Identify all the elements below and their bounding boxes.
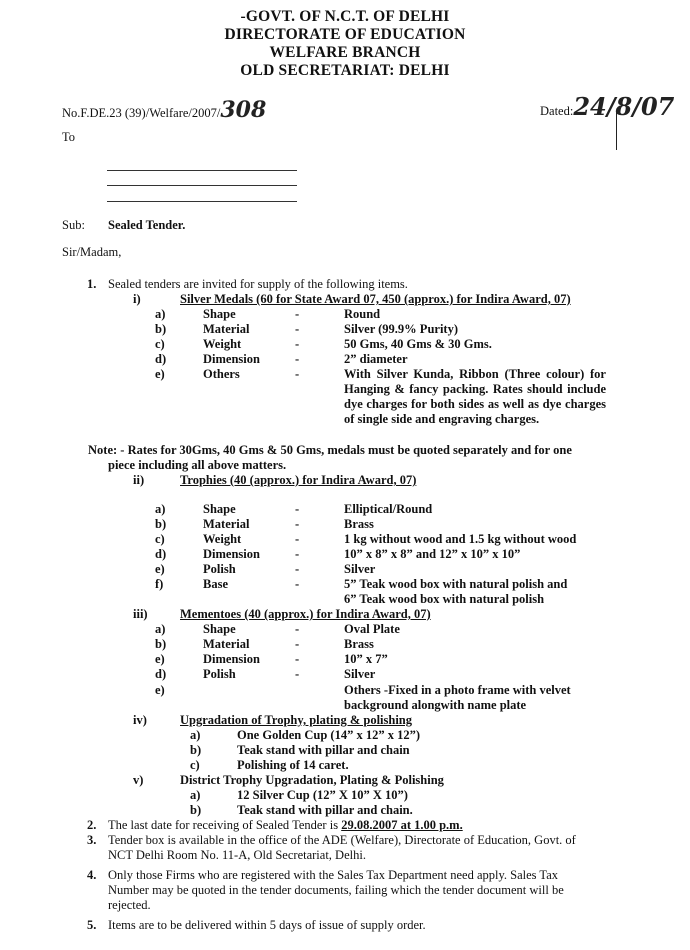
row-label: b) <box>155 322 167 336</box>
row-key: Others <box>203 367 240 381</box>
salutation: Sir/Madam, <box>62 245 122 259</box>
date-handwritten: 24/8/07 <box>573 92 675 121</box>
para-text: Sealed tenders are invited for supply of the following items. <box>108 277 408 291</box>
row-label: a) <box>190 788 201 802</box>
row-dash: - <box>295 367 300 381</box>
tender-deadline: 29.08.2007 at 1.00 p.m. <box>341 818 463 832</box>
note-line: piece including all above matters. <box>108 458 287 472</box>
row-label: a) <box>155 307 166 321</box>
header-line-branch: WELFARE BRANCH <box>269 44 421 61</box>
para-number: 2. <box>87 818 97 832</box>
header-line-directorate: DIRECTORATE OF EDUCATION <box>224 26 466 43</box>
row-value: Silver <box>344 667 376 681</box>
item-number: i) <box>133 292 141 306</box>
item-title-trophies: Trophies (40 (approx.) for Indira Award, 07) <box>180 473 417 487</box>
para-number: 4. <box>87 868 97 882</box>
subject-text: Sealed Tender. <box>108 218 186 232</box>
row-dash: - <box>295 307 300 321</box>
row-key: Dimension <box>203 547 260 561</box>
subject-label: Sub: <box>62 218 85 232</box>
row-dash: - <box>295 532 300 546</box>
row-label: c) <box>190 758 200 772</box>
row-dash: - <box>295 352 300 366</box>
row-value: Silver <box>344 562 376 576</box>
header-line-address: OLD SECRETARIAT: DELHI <box>240 62 450 79</box>
row-key: Weight <box>203 532 242 546</box>
row-label: e) <box>155 652 165 666</box>
row-label: d) <box>155 352 167 366</box>
address-blank-line <box>107 170 297 171</box>
row-value: Elliptical/Round <box>344 502 433 516</box>
row-value: 50 Gms, 40 Gms & 30 Gms. <box>344 337 492 351</box>
row-key: Shape <box>203 502 236 516</box>
row-dash: - <box>295 652 300 666</box>
para-number: 1. <box>87 277 97 291</box>
reference-number-handwritten: 308 <box>220 97 267 123</box>
row-label: b) <box>190 743 202 757</box>
row-label: b) <box>155 517 167 531</box>
row-label: a) <box>155 622 166 636</box>
note-line: Note: - Rates for 30Gms, 40 Gms & 50 Gms, medals must be quoted separately and for one <box>88 443 572 457</box>
item-number: iii) <box>133 607 148 621</box>
row-value: Brass <box>344 517 374 531</box>
item-title-silver-medals: Silver Medals (60 for State Award 07, 450 (approx.) for Indira Award, 07) <box>180 292 571 306</box>
address-blank-line <box>107 201 297 202</box>
row-value: 10” x 7” <box>344 652 388 666</box>
row-dash: - <box>295 562 300 576</box>
row-key: Material <box>203 637 250 651</box>
row-label: c) <box>155 532 165 546</box>
row-dash: - <box>295 337 300 351</box>
row-key: Dimension <box>203 652 260 666</box>
row-label: b) <box>190 803 202 817</box>
row-dash: - <box>295 502 300 516</box>
date-label: Dated: <box>540 104 574 118</box>
row-value-continued: background alongwith name plate <box>344 698 527 712</box>
row-dash: - <box>295 577 300 591</box>
row-label: e) <box>155 367 165 381</box>
item-title-upgradation: Upgradation of Trophy, plating & polishing <box>180 713 413 727</box>
row-value-continued: 6” Teak wood box with natural polish <box>344 592 545 606</box>
row-label: a) <box>155 502 166 516</box>
address-blank-line <box>107 185 297 186</box>
row-label: e) <box>155 562 165 576</box>
row-value: Others -Fixed in a photo frame with velvet <box>344 683 571 697</box>
para-number: 5. <box>87 918 97 932</box>
row-key: Shape <box>203 307 236 321</box>
row-value: Brass <box>344 637 374 651</box>
row-dash: - <box>295 622 300 636</box>
row-label: d) <box>155 667 167 681</box>
row-dash: - <box>295 637 300 651</box>
row-dash: - <box>295 322 300 336</box>
row-label: f) <box>155 577 164 591</box>
row-key: Dimension <box>203 352 260 366</box>
row-key: Weight <box>203 337 242 351</box>
row-label: b) <box>155 637 167 651</box>
row-value: 1 kg without wood and 1.5 kg without wood <box>344 532 577 546</box>
para-text: NCT Delhi Room No. 11-A, Old Secretariat, Delhi. <box>108 848 366 862</box>
row-value: Teak stand with pillar and chain <box>237 743 410 757</box>
row-label: e) <box>155 683 165 697</box>
para-text <box>108 818 463 833</box>
signature-stroke <box>616 110 617 150</box>
item-title-district: District Trophy Upgradation, Plating & Polishing <box>180 773 444 787</box>
row-value: Polishing of 14 caret. <box>237 758 349 772</box>
para-text: Items are to be delivered within 5 days of issue of supply order. <box>108 918 426 932</box>
reference-number-text: No.F.DE.23 (39)/Welfare/2007/ <box>62 106 221 120</box>
reference-number <box>62 97 266 123</box>
header-line-govt: -GOVT. OF N.C.T. OF DELHI <box>240 8 450 25</box>
row-value: One Golden Cup (14” x 12” x 12”) <box>237 728 421 742</box>
para-text: Number may be quoted in the tender documents, failing which the tender document will be <box>108 883 564 897</box>
para-text-lead: The last date for receiving of Sealed Tender is <box>108 818 342 832</box>
item-title-mementoes: Mementoes (40 (approx.) for Indira Award, 07) <box>180 607 431 621</box>
row-value: Round <box>344 307 381 321</box>
row-value: 12 Silver Cup (12” X 10” X 10”) <box>237 788 408 802</box>
para-number: 3. <box>87 833 97 847</box>
row-label: d) <box>155 547 167 561</box>
row-value-others: With Silver Kunda, Ribbon (Three colour) for Hanging & fancy packing. Rates should include dye charges for both sides as well as dye charges of single side and engraving charges. <box>344 367 606 426</box>
row-dash: - <box>295 517 300 531</box>
para-text: Only those Firms who are registered with the Sales Tax Department need apply. Sales Tax <box>108 868 558 882</box>
row-value: Teak stand with pillar and chain. <box>237 803 413 817</box>
row-key: Polish <box>203 562 236 576</box>
row-key: Polish <box>203 667 236 681</box>
row-value: Silver (99.9% Purity) <box>344 322 458 336</box>
row-value: Oval Plate <box>344 622 400 636</box>
row-dash: - <box>295 547 300 561</box>
to-label: To <box>62 130 76 144</box>
item-number: ii) <box>133 473 145 487</box>
row-label: a) <box>190 728 201 742</box>
row-key: Base <box>203 577 228 591</box>
row-key: Shape <box>203 622 236 636</box>
para-text: rejected. <box>108 898 151 912</box>
item-number: v) <box>133 773 144 787</box>
row-dash: - <box>295 667 300 681</box>
row-key: Material <box>203 517 250 531</box>
item-number: iv) <box>133 713 147 727</box>
row-value: 10” x 8” x 8” and 12” x 10” x 10” <box>344 547 521 561</box>
row-key: Material <box>203 322 250 336</box>
row-value: 2” diameter <box>344 352 408 366</box>
row-label: c) <box>155 337 165 351</box>
row-value: 5” Teak wood box with natural polish and <box>344 577 568 591</box>
para-text: Tender box is available in the office of the ADE (Welfare), Directorate of Education, Govt. of <box>108 833 576 847</box>
date-block <box>540 92 674 121</box>
